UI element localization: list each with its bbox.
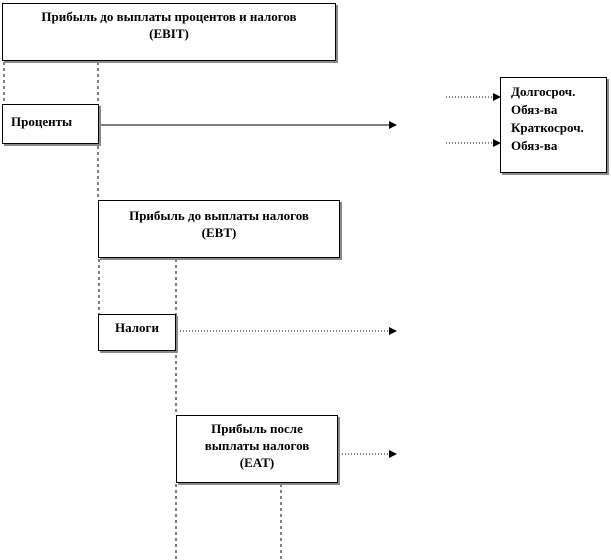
eat-label: Прибыль после выплаты налогов (EAT) [204,421,310,470]
ebt-box [98,200,340,258]
ebit-label: Прибыль до выплаты процентов и налогов (EBIT) [41,9,297,41]
ebt-label: Прибыль до выплаты налогов (EBT) [129,208,309,240]
liabilities-label: Долгосроч. Обяз-ва Краткосроч. Обяз-ва [511,84,584,153]
ebit-box [2,3,336,61]
interest-label: Проценты [11,114,73,129]
liabilities-box [500,77,607,173]
taxes-box [98,314,176,351]
interest-box [2,104,99,144]
taxes-label: Налоги [115,320,159,335]
eat-box [176,415,338,483]
